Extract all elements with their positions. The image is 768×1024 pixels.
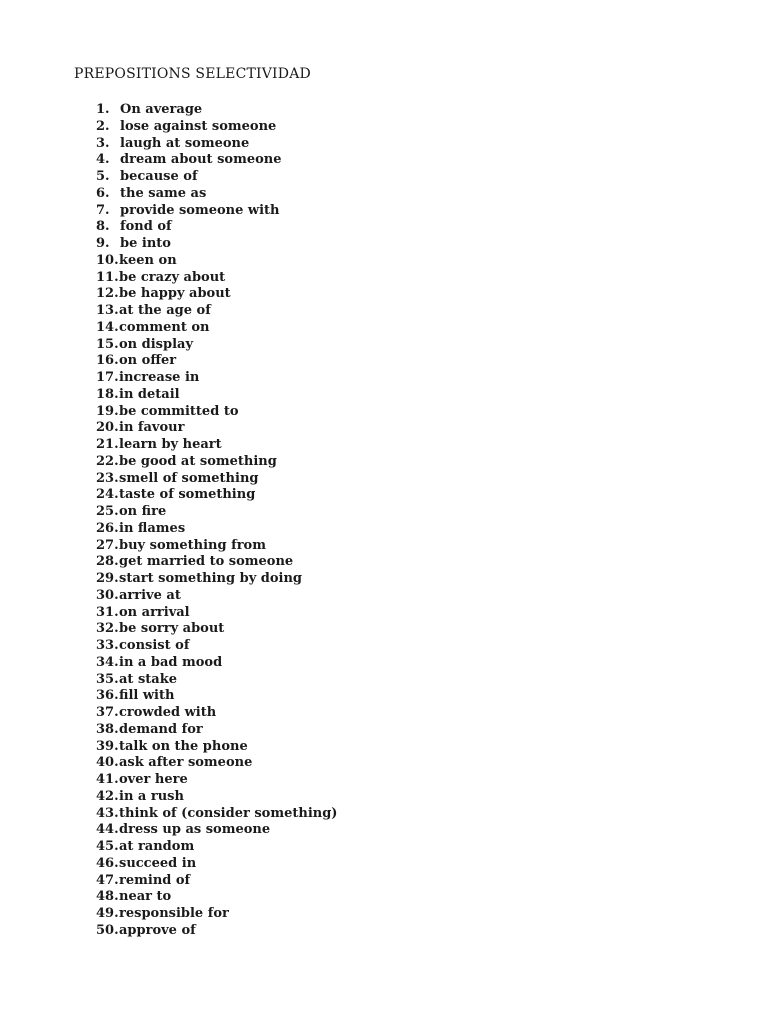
list-item [96,487,337,504]
list-item-number: 22. [96,453,119,469]
list-item [96,404,337,421]
list-item-text: on arrival [119,604,190,620]
list-item [96,454,337,471]
list-item-number: 15. [96,336,119,352]
list-item-number: 29. [96,571,119,586]
list-item-text: remind of [119,872,191,888]
list-item [96,219,337,236]
list-item [96,822,337,839]
list-item-text: keen on [119,252,177,268]
list-item [96,353,337,370]
list-item-text: be into [120,236,171,251]
list-item-number: 16. [96,353,119,369]
list-item-text: the same as [120,185,207,201]
list-item [96,873,337,890]
list-item [96,471,337,488]
list-item-number: 39. [96,738,119,754]
list-item-number: 45. [96,839,119,854]
list-item-number: 13. [96,303,119,318]
list-item-number: 12. [96,286,119,302]
list-item-number: 30. [96,587,119,603]
list-item [96,504,337,521]
list-item-text: fond of [120,219,172,235]
list-item-number: 8. [96,219,110,235]
list-item-number: 34. [96,654,119,670]
list-item-number: 47. [96,872,119,888]
list-item-number: 19. [96,403,119,419]
list-item-number: 23. [96,470,119,486]
list-item-number: 9. [96,236,110,251]
list-item-number: 5. [96,169,110,184]
list-item-number: 21. [96,437,119,452]
list-item [96,420,337,437]
list-item [96,286,337,303]
list-item-number: 7. [96,202,110,218]
list-item-text: be happy about [119,286,231,302]
list-item-text: fill with [119,688,175,704]
list-item-text: laugh at someone [120,135,250,151]
list-item [96,621,337,638]
list-item [96,889,337,906]
list-item [96,688,337,705]
list-item-number: 18. [96,386,119,402]
list-item-text: arrive at [119,587,181,603]
list-item-number: 36. [96,688,119,704]
list-item [96,102,337,119]
list-item-number: 2. [96,118,110,134]
list-item-text: get married to someone [119,554,294,570]
document-title: PREPOSITIONS SELECTIVIDAD [74,66,311,82]
list-item-text: increase in [119,370,200,385]
list-item-text: lose against someone [120,118,277,134]
list-item-number: 44. [96,822,119,838]
list-item [96,705,337,722]
list-item-number: 10. [96,252,119,268]
list-item-text: think of (consider something) [119,805,338,821]
list-item-text: taste of something [119,487,256,503]
list-item [96,538,337,555]
list-item-text: provide someone with [120,202,280,218]
list-item [96,270,337,287]
list-item-text: learn by heart [119,437,222,452]
list-item [96,906,337,923]
list-item-text: approve of [119,922,196,938]
list-item [96,571,337,588]
list-item-number: 32. [96,621,119,637]
list-item-number: 6. [96,185,110,201]
list-item [96,169,337,186]
list-item-text: near to [119,889,172,905]
list-item [96,839,337,856]
list-item-number: 41. [96,772,119,787]
list-item [96,772,337,789]
list-item-number: 31. [96,604,119,620]
list-item [96,722,337,739]
list-item [96,387,337,404]
list-item [96,320,337,337]
list-item [96,856,337,873]
list-item [96,186,337,203]
list-item-text: on display [119,336,194,352]
list-item-number: 26. [96,520,119,536]
list-item [96,638,337,655]
list-item-text: in flames [119,520,186,536]
list-item-number: 43. [96,805,119,821]
list-item [96,152,337,169]
list-item [96,605,337,622]
list-item [96,203,337,220]
prepositions-list [96,102,337,940]
list-item [96,789,337,806]
list-item-number: 40. [96,755,119,771]
list-item-number: 17. [96,370,119,385]
list-item-number: 42. [96,788,119,804]
list-item-text: over here [119,772,188,787]
list-item-number: 11. [96,269,119,285]
list-item-text: consist of [119,638,190,653]
list-item-number: 35. [96,671,119,687]
list-item [96,521,337,538]
list-item [96,655,337,672]
list-item-text: On average [120,102,203,117]
list-item [96,253,337,270]
list-item-text: in a rush [119,788,184,804]
list-item-text: be good at something [119,453,277,469]
list-item-text: in detail [119,386,180,402]
list-item-number: 4. [96,152,110,168]
list-item-text: buy something from [119,537,266,553]
list-item-number: 49. [96,906,119,921]
list-item-number: 1. [96,102,110,117]
list-item [96,923,337,940]
list-item [96,672,337,689]
list-item-text: at random [119,839,195,854]
list-item-text: succeed in [119,855,197,871]
list-item [96,370,337,387]
list-item-text: on fire [119,504,167,519]
list-item [96,119,337,136]
list-item [96,554,337,571]
list-item [96,337,337,354]
list-item-text: be committed to [119,403,239,419]
list-item-text: at the age of [119,303,211,318]
list-item-text: be sorry about [119,621,225,637]
list-item-number: 24. [96,487,119,503]
list-item-text: responsible for [119,906,229,921]
list-item-text: dress up as someone [119,822,271,838]
list-item-text: comment on [119,319,210,335]
list-item-text: dream about someone [120,152,282,168]
list-item-text: crowded with [119,705,217,720]
list-item-text: at stake [119,671,177,687]
list-item-number: 25. [96,504,119,519]
list-item-text: ask after someone [119,755,253,771]
list-item-number: 28. [96,554,119,570]
list-item [96,437,337,454]
list-item-text: on offer [119,353,177,369]
list-item-text: talk on the phone [119,738,248,754]
list-item [96,755,337,772]
list-item-number: 37. [96,705,119,720]
list-item [96,136,337,153]
list-item-number: 46. [96,855,119,871]
list-item-number: 38. [96,721,119,737]
list-item-text: because of [120,169,198,184]
list-item [96,806,337,823]
list-item-number: 27. [96,537,119,553]
list-item [96,739,337,756]
list-item-number: 33. [96,638,119,653]
list-item-text: in favour [119,420,185,436]
list-item [96,303,337,320]
list-item [96,236,337,253]
list-item-text: be crazy about [119,269,226,285]
list-item-text: start something by doing [119,571,303,586]
list-item-number: 14. [96,319,119,335]
list-item-number: 3. [96,135,110,151]
list-item-text: in a bad mood [119,654,223,670]
list-item-text: smell of something [119,470,259,486]
list-item [96,588,337,605]
list-item-text: demand for [119,721,203,737]
list-item-number: 48. [96,889,119,905]
list-item-number: 20. [96,420,119,436]
list-item-number: 50. [96,922,119,938]
